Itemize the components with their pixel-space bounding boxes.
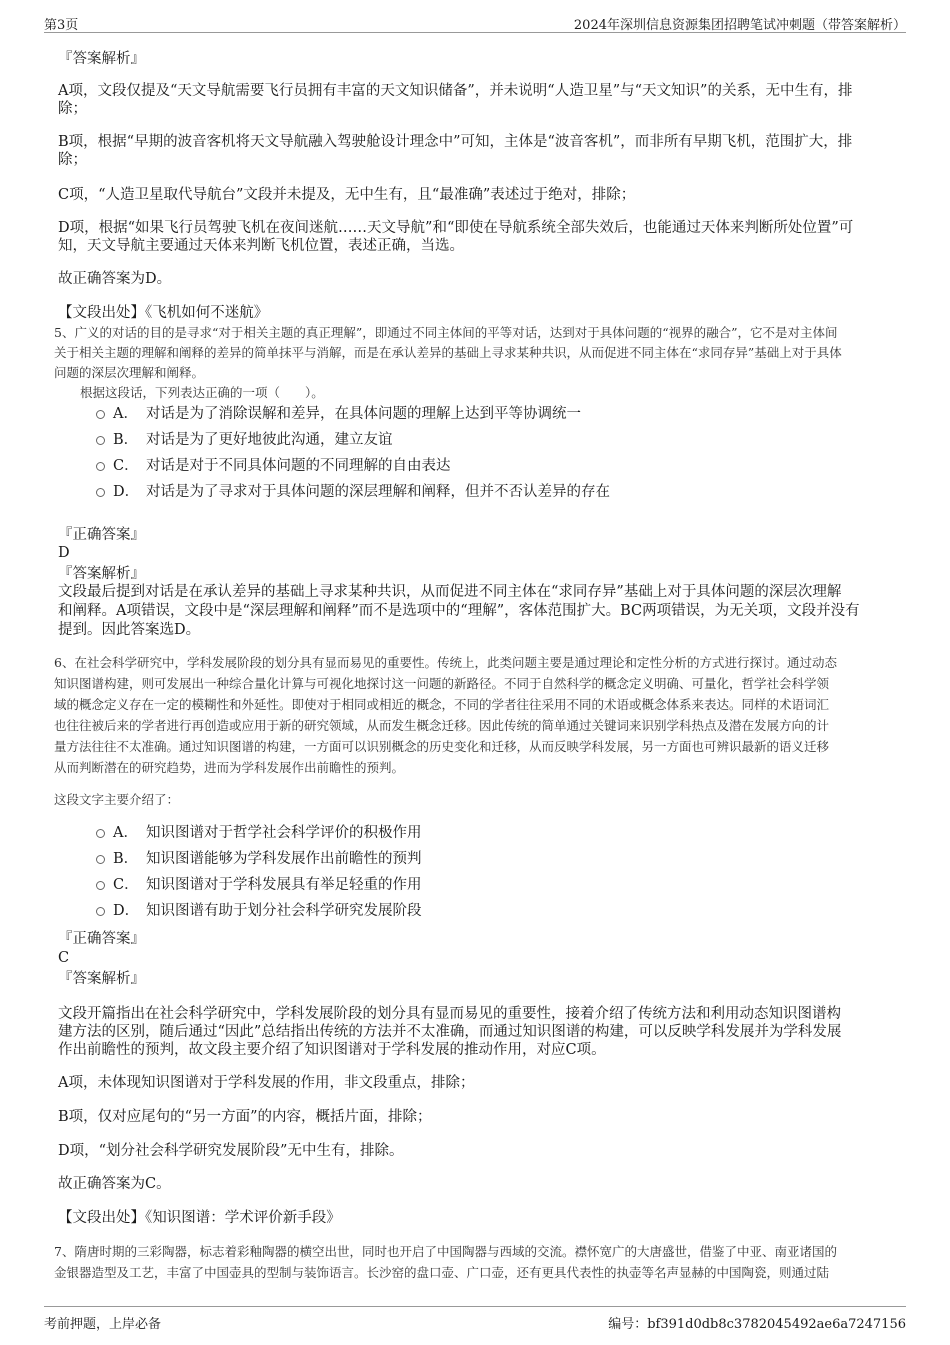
option-text: 对话是为了消除误解和差异，在具体问题的理解上达到平等协调统一 xyxy=(146,406,581,422)
option-text: 对话是对于不同具体问题的不同理解的自由表达 xyxy=(146,458,451,474)
correct-answer-value: C xyxy=(58,950,70,966)
correct-answer-label: 『正确答案』 xyxy=(58,931,145,947)
correct-answer-value: D xyxy=(58,545,70,561)
option-text: 知识图谱对于学科发展具有举足轻重的作用 xyxy=(146,877,422,893)
source: 【文段出处】《飞机如何不迷航》 xyxy=(58,305,269,321)
radio-button[interactable] xyxy=(96,907,105,916)
source: 【文段出处】《知识图谱：学术评价新手段》 xyxy=(58,1210,341,1226)
option-letter: D． xyxy=(113,903,140,919)
analysis-label: 『答案解析』 xyxy=(58,51,145,67)
analysis-label: 『答案解析』 xyxy=(58,971,145,987)
page-footer xyxy=(44,1306,906,1331)
question-5-prompt: 根据这段话，下列表达正确的一项（ ）。 xyxy=(80,385,324,400)
option-text: 知识图谱有助于划分社会科学研究发展阶段 xyxy=(146,903,422,919)
analysis-option-b: B项，仅对应尾句的“另一方面”的内容，概括片面，排除； xyxy=(58,1109,432,1125)
option-letter: A． xyxy=(113,825,138,841)
question-6-stem-line2: 知识图谱构建，则可发展出一种综合量化计算与可视化地探讨这一问题的新路径。不同于自然科学的概念定义明确、可量化，哲学社会科学领 xyxy=(54,676,830,691)
page-header xyxy=(44,10,906,33)
option-letter: A． xyxy=(113,406,138,422)
question-7-stem-line2: 金银器造型及工艺，丰富了中国壶具的型制与装饰语言。长沙窑的盘口壶、广口壶，还有更具代表性的执壶等名声显赫的中国陶瓷，则通过陆 xyxy=(54,1265,830,1280)
option-letter: B． xyxy=(113,432,139,448)
question-6-stem-line5: 量方法往往不太准确。通过知识图谱的构建，一方面可以识别概念的历史变化和迁移，从而反映学科发展，另一方面也可辨识最新的语义迁移 xyxy=(54,739,830,754)
radio-button[interactable] xyxy=(96,881,105,890)
question-6-analysis-line3: 作出前瞻性的预判，故文段主要介绍了知识图谱对于学科发展的推动作用，对应C项。 xyxy=(58,1042,606,1058)
analysis-option-a: A项，未体现知识图谱对于学科发展的作用，非文段重点，排除； xyxy=(58,1075,475,1091)
question-5-analysis-line3: 提到。因此答案选D。 xyxy=(58,622,201,638)
analysis-option-d-line1: D项，根据“如果飞行员驾驶飞机在夜间迷航……天文导航”和“即使在导航系统全部失效后，也能通过天体来判断所处位置”可 xyxy=(58,220,854,236)
analysis-option-a-line2: 除； xyxy=(58,101,87,117)
option-text: 对话是为了寻求对于具体问题的深层理解和阐释，但并不否认差异的存在 xyxy=(146,484,610,500)
question-6-stem-line6: 从而判断潜在的研究趋势，进而为学科发展作出前瞻性的预判。 xyxy=(54,760,405,775)
option-letter: C． xyxy=(113,877,139,893)
radio-button[interactable] xyxy=(96,855,105,864)
question-5-analysis-line1: 文段最后提到对话是在承认差异的基础上寻求某种共识，从而促进不同主体在“求同存异”基础上对于具体问题的深层次理解 xyxy=(58,584,842,600)
option-letter: C． xyxy=(113,458,139,474)
conclusion: 故正确答案为D。 xyxy=(58,271,172,287)
question-6-stem-line3: 域的概念定义存在一定的模糊性和外延性。即使对于相同或相近的概念，不同的学者往往采用不同的术语或概念体系来表达。同样的术语词汇 xyxy=(54,697,830,712)
radio-button[interactable] xyxy=(96,488,105,497)
question-6-stem-line1: 6、在社会科学研究中，学科发展阶段的划分具有显而易见的重要性。传统上，此类问题主要是通过理论和定性分析的方式进行探讨。通过动态 xyxy=(54,655,837,670)
document-title: 2024年深圳信息资源集团招聘笔试冲刺题（带答案解析） xyxy=(573,18,906,33)
analysis-option-b-line2: 除； xyxy=(58,152,87,168)
page-number: 第3页 xyxy=(44,18,79,33)
analysis-option-b-line1: B项，根据“早期的波音客机将天文导航融入驾驶舱设计理念中”可知，主体是“波音客机”，而非所有早期飞机，范围扩大，排 xyxy=(58,134,853,150)
question-5-analysis-line2: 和阐释。A项错误，文段中是“深层理解和阐释”而不是选项中的“理解”，客体范围扩大。BC两项错误，为无关项，文段并没有 xyxy=(58,603,860,619)
radio-button[interactable] xyxy=(96,829,105,838)
question-5-stem-line1: 5、广义的对话的目的是寻求“对于相关主题的真正理解”，即通过不同主体间的平等对话，达到对于具体问题的“视界的融合”，它不是对主体间 xyxy=(54,325,838,340)
analysis-option-a-line1: A项，文段仅提及“天文导航需要飞行员拥有丰富的天文知识储备”，并未说明“人造卫星”与“天文知识”的关系，无中生有，排 xyxy=(58,83,853,99)
question-6-analysis-line2: 建方法的区别，随后通过“因此”总结指出传统的方法并不太准确，而通过知识图谱的构建，可以反映学科发展并为学科发展 xyxy=(58,1024,842,1040)
analysis-option-c-line1: C项，“人造卫星取代导航台”文段并未提及，无中生有，且“最准确”表述过于绝对，排除； xyxy=(58,187,636,203)
conclusion: 故正确答案为C。 xyxy=(58,1176,171,1192)
radio-button[interactable] xyxy=(96,410,105,419)
option-text: 知识图谱能够为学科发展作出前瞻性的预判 xyxy=(146,851,422,867)
option-letter: B． xyxy=(113,851,139,867)
question-6-prompt: 这段文字主要介绍了： xyxy=(54,792,180,807)
question-5-stem-line2: 关于相关主题的理解和阐释的差异的简单抹平与消解，而是在承认差异的基础上寻求某种共识，从而促进不同主体在“求同存异”基础上对于具体 xyxy=(54,345,842,360)
correct-answer-label: 『正确答案』 xyxy=(58,527,145,543)
analysis-label: 『答案解析』 xyxy=(58,566,145,582)
question-6-analysis-line1: 文段开篇指出在社会科学研究中，学科发展阶段的划分具有显而易见的重要性，接着介绍了传统方法和利用动态知识图谱构 xyxy=(58,1006,841,1022)
analysis-option-d-line2: 知，天文导航主要通过天体来判断飞机位置，表述正确，当选。 xyxy=(58,238,464,254)
radio-button[interactable] xyxy=(96,462,105,471)
question-7-stem-line1: 7、隋唐时期的三彩陶器，标志着彩釉陶器的横空出世，同时也开启了中国陶器与西域的交流。襟怀宽广的大唐盛世，借鉴了中亚、南亚诸国的 xyxy=(54,1244,837,1259)
question-6-stem-line4: 也往往被后来的学者进行再创造或应用于新的研究领域，从而发生概念迁移。因此传统的简单通过关键词来识别学科热点及潜在发展方向的计 xyxy=(54,718,830,733)
footer-slogan: 考前押题，上岸必备 xyxy=(44,1317,162,1332)
option-text: 对话是为了更好地彼此沟通，建立友谊 xyxy=(146,432,393,448)
radio-button[interactable] xyxy=(96,436,105,445)
question-5-stem-line3: 问题的深层次理解和阐释。 xyxy=(54,365,205,380)
document-code: 编号：bf391d0db8c3782045492ae6a7247156 xyxy=(608,1317,906,1332)
option-letter: D． xyxy=(113,484,140,500)
analysis-option-d: D项，“划分社会科学研究发展阶段”无中生有，排除。 xyxy=(58,1143,404,1159)
option-text: 知识图谱对于哲学社会科学评价的积极作用 xyxy=(146,825,422,841)
